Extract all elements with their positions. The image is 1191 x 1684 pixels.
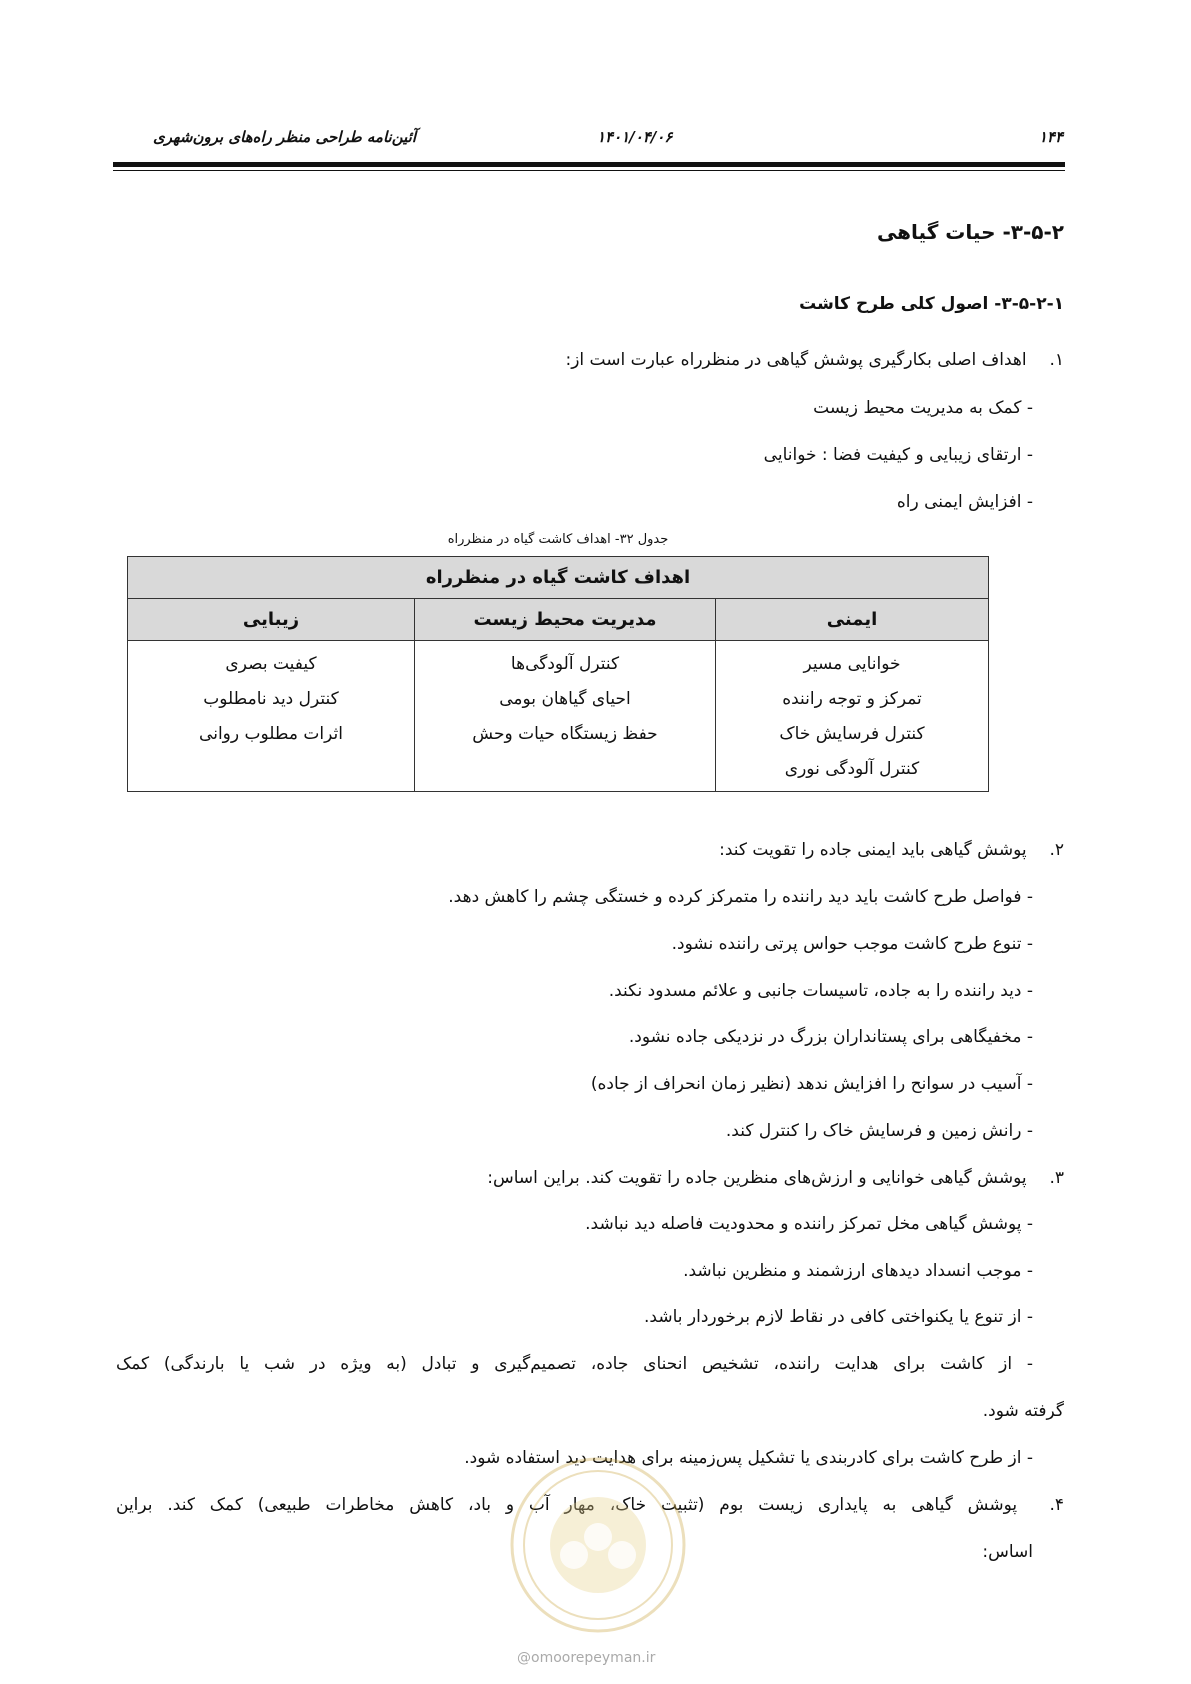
table-cell-environment <box>415 641 716 792</box>
bullet: - فواصل طرح کاشت باید دید راننده را متمرکز کرده و خستگی چشم را کاهش دهد. <box>448 887 1033 907</box>
list-item-4-continuation: اساس: <box>982 1542 1033 1562</box>
list-number: ۱. <box>1049 350 1064 370</box>
table-title: اهداف کاشت گیاه در منظرراه <box>128 557 989 599</box>
header-rule-thick <box>113 162 1065 167</box>
page-header <box>113 128 1065 152</box>
bullet: - تنوع طرح کاشت موجب حواس پرتی راننده نشود. <box>671 934 1033 954</box>
list-text: پوشش گیاهی خوانایی و ارزش‌های منظرین جاده را تقویت کند. براین اساس: <box>487 1168 1027 1188</box>
table-cell-safety <box>716 641 989 792</box>
list-item-1 <box>565 348 1064 372</box>
cell-text: کنترل دید نامطلوب <box>203 689 339 709</box>
header-title: آئین‌نامه طراحی منظر راه‌های برون‌شهری <box>153 128 416 146</box>
cell-text: کنترل آلودگی نوری <box>784 759 920 779</box>
bullet: - مخفیگاهی برای پستانداران بزرگ در نزدیکی جاده نشود. <box>628 1027 1033 1047</box>
bullet: - موجب انسداد دیدهای ارزشمند و منظرین نباشد. <box>683 1261 1033 1281</box>
bullet-long: - از کاشت برای هدایت راننده، تشخیص انحنای جاده، تصمیم‌گیری و تبادل (به ویژه در شب یا بارندگی) کمک <box>116 1354 1033 1374</box>
cell-text: حفظ زیستگاه حیات وحش <box>472 724 658 744</box>
bullet: - آسیب در سوانح را افزایش ندهد (نظیر زمان انحراف از جاده) <box>590 1074 1033 1094</box>
cell-text: تمرکز و توجه راننده <box>782 689 922 709</box>
bullet: - کمک به مدیریت محیط زیست <box>813 398 1033 418</box>
bullet: - رانش زمین و فرسایش خاک را کنترل کند. <box>725 1121 1033 1141</box>
section-subheading: ۳-۵-۲-۱- اصول کلی طرح کاشت <box>799 294 1064 314</box>
list-number: ۳. <box>1049 1168 1064 1188</box>
goals-table <box>127 556 989 792</box>
section-heading: ۳-۵-۲- حیات گیاهی <box>876 220 1064 244</box>
table-caption: جدول ۳۲- اهداف کاشت گیاه در منظرراه <box>447 532 669 547</box>
cell-text: اثرات مطلوب روانی <box>199 724 343 744</box>
cell-text: خوانایی مسیر <box>803 654 901 674</box>
list-text: پوشش گیاهی باید ایمنی جاده را تقویت کند: <box>719 840 1027 860</box>
bullet: - پوشش گیاهی مخل تمرکز راننده و محدودیت فاصله دید نباشد. <box>585 1214 1033 1234</box>
list-text: اهداف اصلی بکارگیری پوشش گیاهی در منظرراه عبارت است از: <box>565 350 1027 370</box>
bullet: - ارتقای زیبایی و کیفیت فضا : خوانایی <box>763 445 1033 465</box>
header-rule-thin <box>113 170 1065 171</box>
column-header-safety: ایمنی <box>716 599 989 641</box>
list-number: ۴. <box>1049 1495 1064 1515</box>
cell-text: کیفیت بصری <box>225 654 317 674</box>
list-text: پوشش گیاهی به پایداری زیست بوم (تثبیت خاک، مهار آب و باد، کاهش مخاطرات طبیعی) کمک کند. براین <box>116 1495 1018 1515</box>
bullet: - از طرح کاشت برای کادربندی یا تشکیل پس‌زمینه برای هدایت دید استفاده شود. <box>464 1448 1033 1468</box>
cell-text: احیای گیاهان بومی <box>499 689 631 709</box>
column-header-environment: مدیریت محیط زیست <box>415 599 716 641</box>
cell-text: کنترل فرسایش خاک <box>779 724 925 744</box>
cell-text: کنترل آلودگی‌ها <box>510 654 620 674</box>
list-item-2 <box>719 838 1064 862</box>
bullet-continuation: گرفته شود. <box>982 1401 1064 1421</box>
column-header-beauty: زیبایی <box>128 599 415 641</box>
bullet: - دید راننده را به جاده، تاسیسات جانبی و علائم مسدود نکند. <box>608 981 1033 1001</box>
list-item-3 <box>487 1166 1064 1190</box>
list-number: ۲. <box>1049 840 1064 860</box>
header-date: ۱۴۰۱/۰۴/۰۶ <box>597 128 673 146</box>
bullet: - از تنوع یا یکنواختی کافی در نقاط لازم برخوردار باشد. <box>644 1307 1033 1327</box>
bullet: - افزایش ایمنی راه <box>896 492 1033 512</box>
watermark-seal-icon <box>508 1455 688 1635</box>
table-cell-beauty <box>128 641 415 792</box>
page-number: ۱۴۴ <box>1038 128 1063 146</box>
watermark-text: @omoorepeyman.ir <box>517 1650 656 1666</box>
